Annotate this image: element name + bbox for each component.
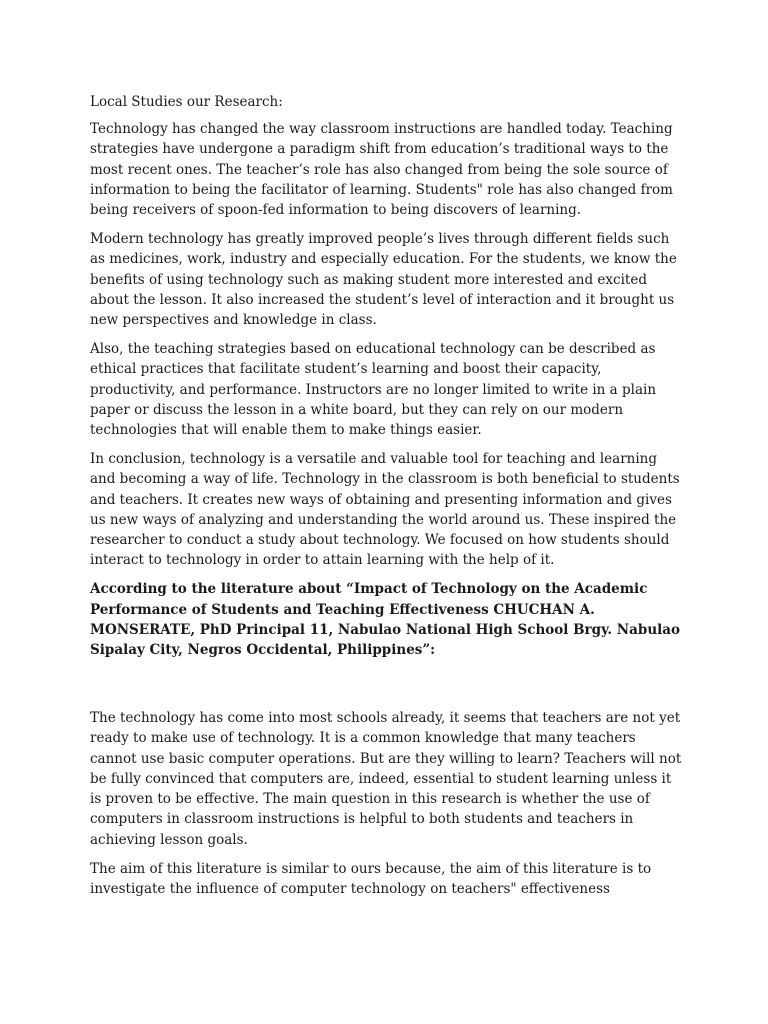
literature-heading: According to the literature about “Impact of Technology on the Academic Performance of Students and Teaching Effectiveness CHUCHAN A. MONSERATE, PhD Principal 11, Nabulao National High School Brgy. Nabulao Sipalay City, Negros Occidental, Philippines”: <box>90 581 681 659</box>
paragraph-6: The aim of this literature is similar to ours because, the aim of this literature is to investigate the influence of computer technology on teachers" effectiveness <box>90 860 652 897</box>
paragraph-1: Technology has changed the way classroom instructions are handled today. Teaching strategies have undergone a paradigm shift from education’s traditional ways to the most recent ones. The teacher’s role has also changed from being the sole source of information to being the facilitator of learning. Students" role has also changed from being receivers of spoon-fed information to being discovers of learning. <box>90 121 673 219</box>
section-heading: Local Studies our Research: <box>90 94 283 110</box>
paragraph-5: The technology has come into most schools already, it seems that teachers are not yet ready to make use of technology. It is a common knowledge that many teachers cannot use basic computer operations. But are they willing to learn? Teachers will not be fully convinced that computers are, indeed, essential to student learning unless it is proven to be effective. The main question in this research is whether the use of computers in classroom instructions is helpful to both students and teachers in achieving lesson goals. <box>90 710 682 848</box>
paragraph-2: Modern technology has greatly improved people’s lives through different fields such as medicines, work, industry and especially education. For the students, we know the benefits of using technology such as making student more interested and excited about the lesson. It also increased the student’s level of interaction and it brought us new perspectives and knowledge in class. <box>90 231 677 329</box>
document-page <box>90 92 682 908</box>
paragraph-4: In conclusion, technology is a versatile and valuable tool for teaching and learning and becoming a way of life. Technology in the classroom is both beneficial to students and teachers. It creates new ways of obtaining and presenting information and gives us new ways of analyzing and understanding the world around us. These inspired the researcher to conduct a study about technology. We focused on how students should interact to technology in order to attain learning with the help of it. <box>90 451 680 569</box>
paragraph-3: Also, the teaching strategies based on educational technology can be described as ethical practices that facilitate student’s learning and boost their capacity, productivity, and performance. Instructors are no longer limited to write in a plain paper or discuss the lesson in a white board, but they can rely on our modern technologies that will enable them to make things easier. <box>90 341 657 439</box>
